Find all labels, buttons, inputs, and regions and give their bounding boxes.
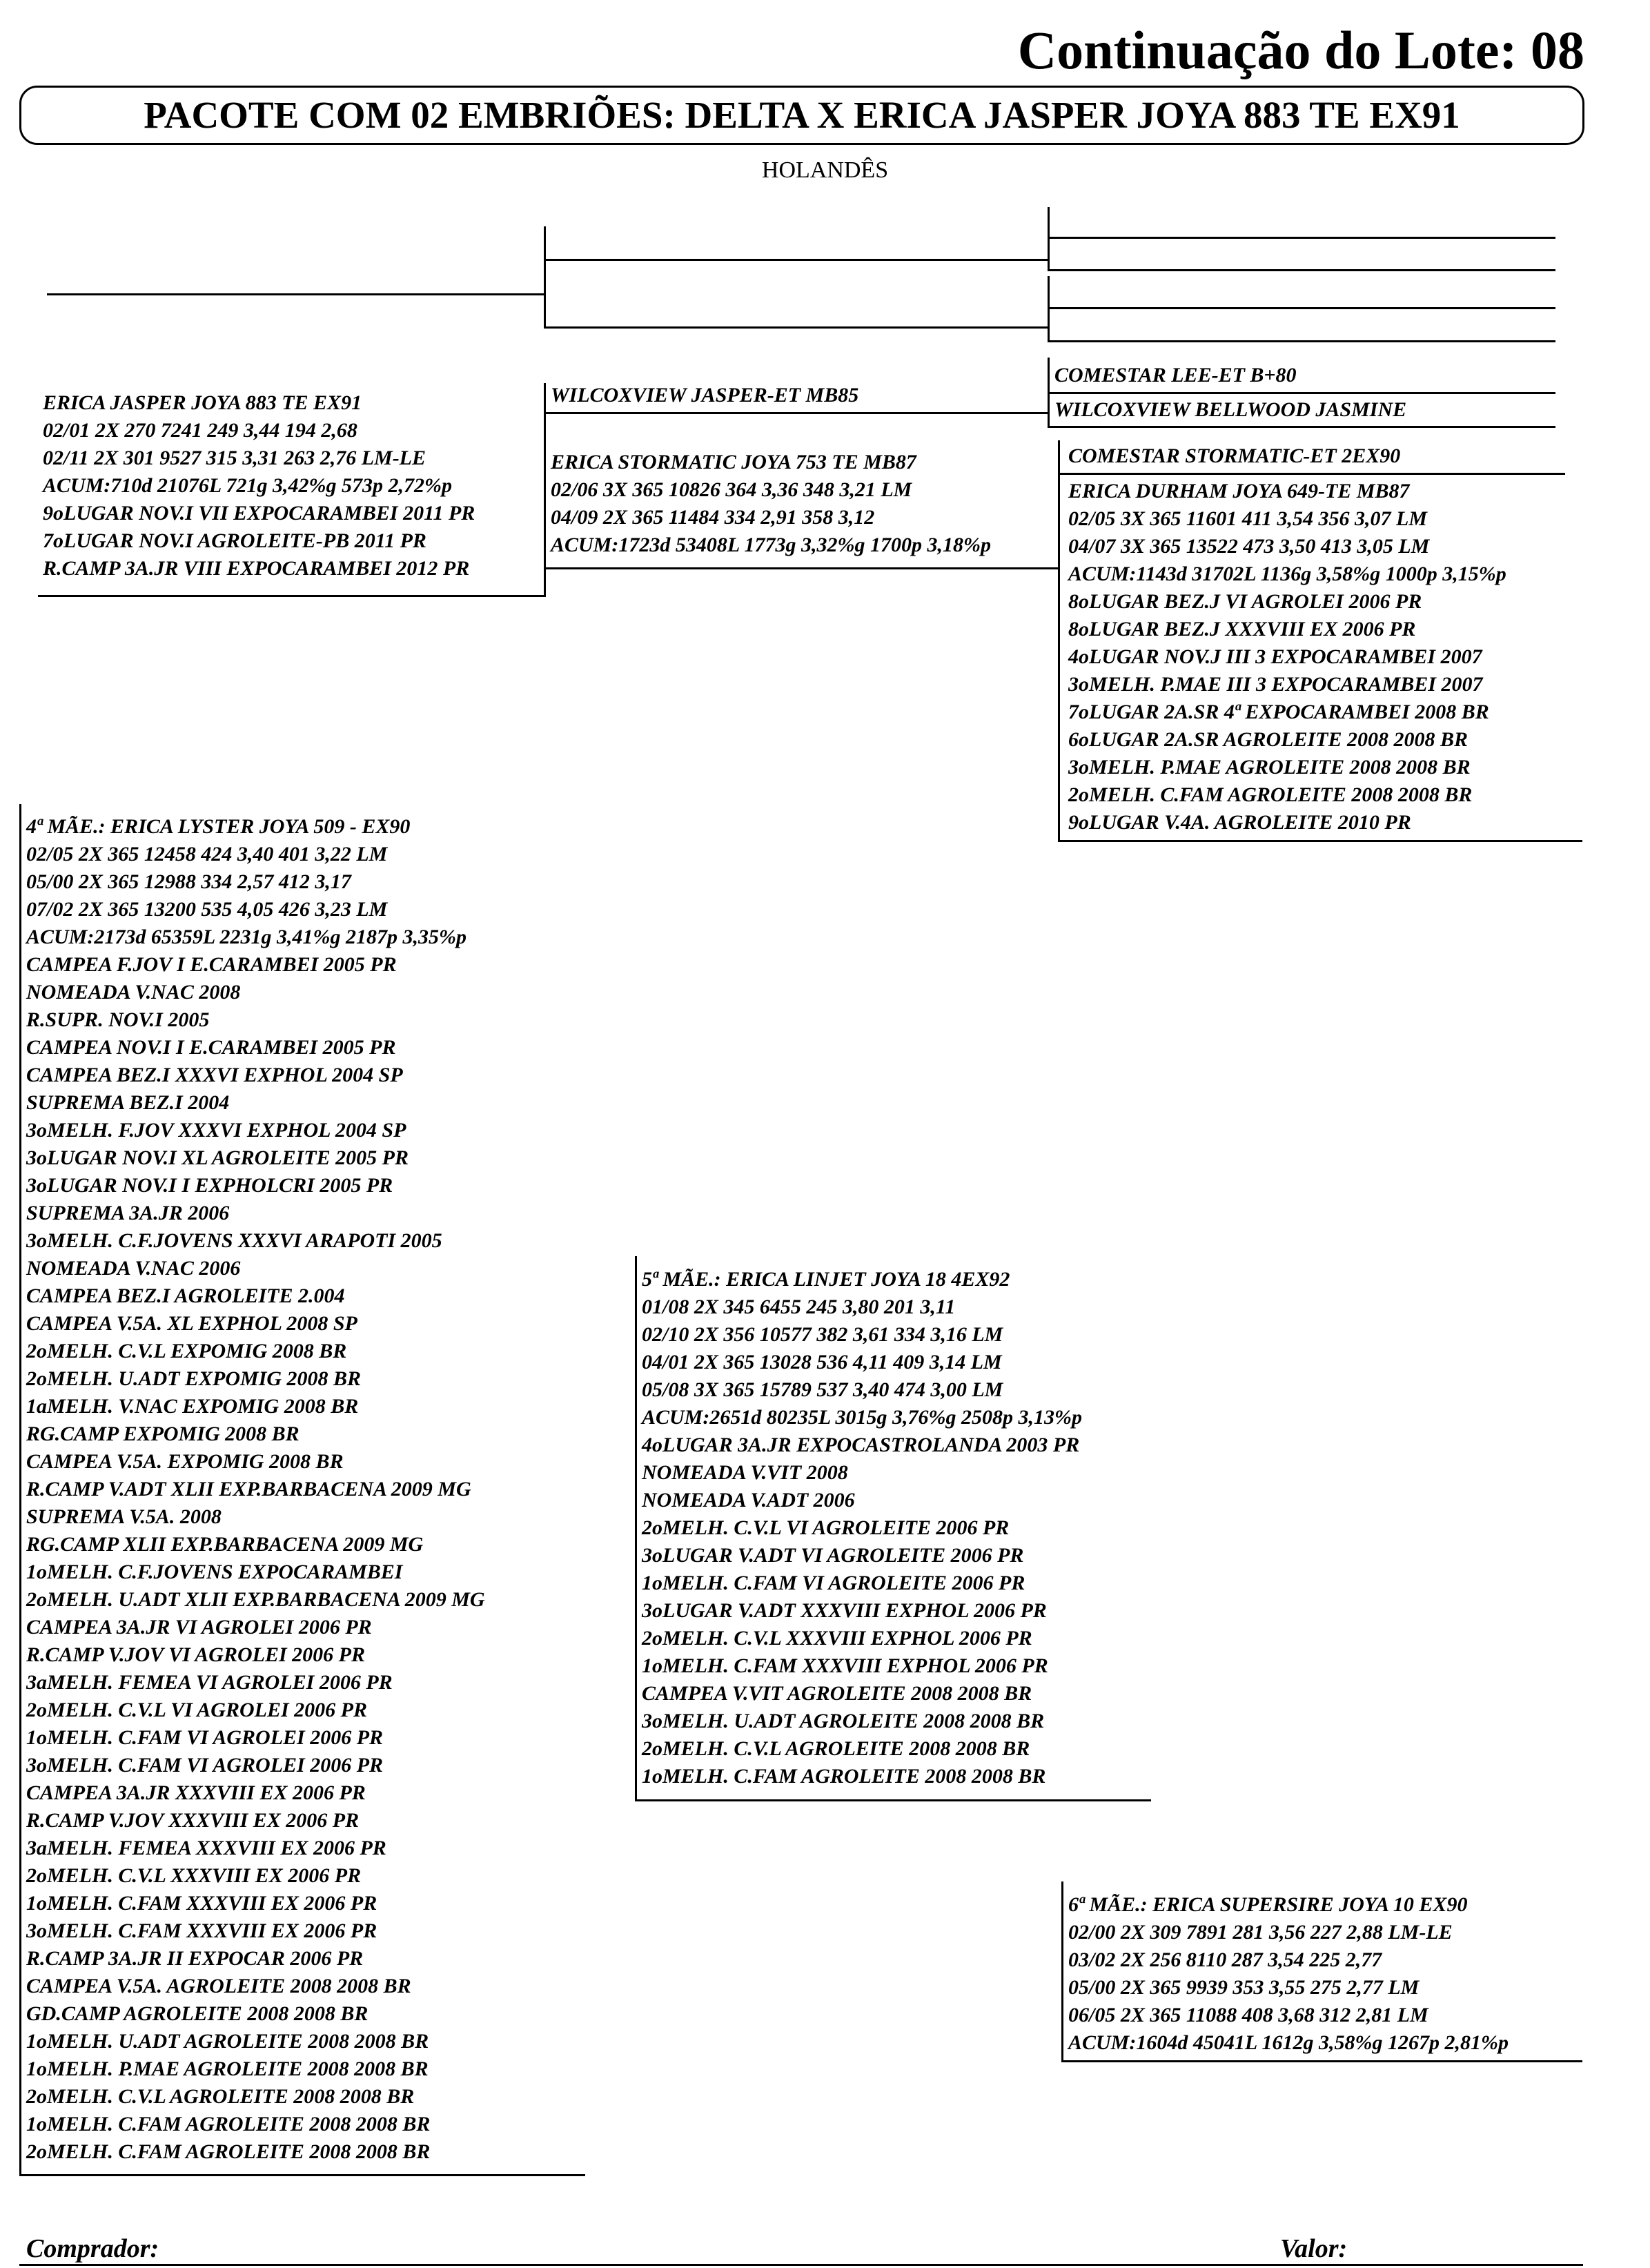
fourth-dam-underline	[19, 2174, 585, 2176]
great-granddam-line: ACUM:1143d 31702L 1136g 3,58%g 1000p 3,15%p	[1068, 563, 1506, 585]
fourth-dam-line: 3aMELH. FEMEA VI AGROLEI 2006 PR	[26, 1671, 393, 1694]
fourth-dam-line: RG.CAMP XLII EXP.BARBACENA 2009 MG	[26, 1533, 424, 1556]
granddam-line: 02/06 3X 365 10826 364 3,36 348 3,21 LM	[551, 478, 912, 501]
dam-block	[43, 389, 475, 583]
buyer-label: Comprador:	[26, 2234, 159, 2263]
dam-line: 02/11 2X 301 9527 315 3,31 263 2,76 LM-LE	[43, 447, 426, 469]
dam-line: 9oLUGAR NOV.I VII EXPOCARAMBEI 2011 PR	[43, 502, 475, 525]
fourth-dam-line: SUPREMA 3A.JR 2006	[26, 1202, 230, 1224]
sixth-dam-line: 03/02 2X 256 8110 287 3,54 225 2,77	[1068, 1948, 1382, 1971]
dam-of-sire-line	[1048, 426, 1555, 428]
sire-of-sire: COMESTAR LEE-ET B+80	[1054, 364, 1297, 387]
great-granddam-underline	[1058, 840, 1582, 842]
fourth-dam-line: CAMPEA V.5A. EXPOMIG 2008 BR	[26, 1450, 344, 1473]
dam-underline	[38, 595, 545, 597]
sire-of-granddam: COMESTAR STORMATIC-ET 2EX90	[1068, 444, 1401, 467]
fifth-dam-line: 2oMELH. C.V.L VI AGROLEITE 2006 PR	[642, 1516, 1010, 1539]
fifth-dam-line: 05/08 3X 365 15789 537 3,40 474 3,00 LM	[642, 1378, 1003, 1401]
sire-dam-line	[544, 326, 1048, 329]
fourth-dam-line: R.CAMP 3A.JR II EXPOCAR 2006 PR	[26, 1947, 364, 1970]
fifth-dam-line: 04/01 2X 365 13028 536 4,11 409 3,14 LM	[642, 1351, 1002, 1373]
fourth-dam-line: R.CAMP V.JOV XXXVIII EX 2006 PR	[26, 1809, 360, 1832]
sixth-dam-block	[1068, 1891, 1509, 2057]
fourth-dam-line: 3oMELH. F.JOV XXXVI EXPHOL 2004 SP	[26, 1119, 406, 1142]
fourth-dam-line: R.SUPR. NOV.I 2005	[26, 1008, 210, 1031]
great-granddam-block	[1068, 478, 1506, 837]
granddam-line: 04/09 2X 365 11484 334 2,91 358 3,12	[551, 506, 875, 529]
lower-line-1	[1048, 307, 1555, 309]
dam-of-sire: WILCOXVIEW BELLWOOD JASMINE	[1054, 398, 1407, 421]
fourth-dam-line: 2oMELH. C.V.L VI AGROLEI 2006 PR	[26, 1699, 367, 1721]
fourth-dam-line: 1oMELH. C.F.JOVENS EXPOCARAMBEI	[26, 1561, 403, 1583]
fourth-dam-line: ACUM:2173d 65359L 2231g 3,41%g 2187p 3,35%p	[26, 926, 467, 948]
sire-sire-line	[544, 259, 1048, 261]
sixth-dam-line: 05/00 2X 365 9939 353 3,55 275 2,77 LM	[1068, 1976, 1420, 1999]
fifth-dam-line: 1oMELH. C.FAM AGROLEITE 2008 2008 BR	[642, 1765, 1046, 1788]
sire-of-dam: WILCOXVIEW JASPER-ET MB85	[551, 384, 859, 407]
fifth-dam-underline	[635, 1799, 1151, 1801]
fourth-dam-line: NOMEADA V.NAC 2006	[26, 1257, 241, 1280]
upper-line-2	[1048, 269, 1555, 271]
fourth-dam-line: 2oMELH. C.V.L EXPOMIG 2008 BR	[26, 1340, 347, 1362]
fourth-dam-line: 3oLUGAR NOV.I XL AGROLEITE 2005 PR	[26, 1146, 409, 1169]
great-granddam-line: 4oLUGAR NOV.J III 3 EXPOCARAMBEI 2007	[1068, 645, 1482, 668]
great-granddam-name: ERICA DURHAM JOYA 649-TE MB87	[1068, 480, 1410, 502]
fourth-dam-line: CAMPEA BEZ.I XXXVI EXPHOL 2004 SP	[26, 1064, 403, 1086]
granddam-name: ERICA STORMATIC JOYA 753 TE MB87	[551, 451, 916, 473]
fifth-dam-line: CAMPEA V.VIT AGROLEITE 2008 2008 BR	[642, 1682, 1032, 1705]
fourth-dam-line: 3oMELH. C.FAM XXXVIII EX 2006 PR	[26, 1919, 377, 1942]
great-granddam-line: 3oMELH. P.MAE AGROLEITE 2008 2008 BR	[1068, 756, 1471, 779]
fourth-dam-line: CAMPEA F.JOV I E.CARAMBEI 2005 PR	[26, 953, 397, 976]
fourth-dam-line: CAMPEA V.5A. AGROLEITE 2008 2008 BR	[26, 1975, 411, 1997]
sire-of-dam-line	[544, 412, 1048, 414]
fourth-dam-line: GD.CAMP AGROLEITE 2008 2008 BR	[26, 2002, 369, 2025]
fourth-dam-line: 1oMELH. C.FAM VI AGROLEI 2006 PR	[26, 1726, 384, 1749]
fourth-dam-line: CAMPEA V.5A. XL EXPHOL 2008 SP	[26, 1312, 357, 1335]
fifth-dam-block	[642, 1266, 1082, 1790]
fourth-dam-line: 1oMELH. C.FAM XXXVIII EX 2006 PR	[26, 1892, 377, 1915]
fourth-dam-line: 3aMELH. FEMEA XXXVIII EX 2006 PR	[26, 1837, 386, 1859]
sixth-dam-line: 06/05 2X 365 11088 408 3,68 312 2,81 LM	[1068, 2004, 1428, 2026]
great-granddam-line: 6oLUGAR 2A.SR AGROLEITE 2008 2008 BR	[1068, 728, 1468, 751]
dam-line: 02/01 2X 270 7241 249 3,44 194 2,68	[43, 419, 357, 442]
fifth-dam-bracket	[635, 1256, 637, 1801]
fourth-dam-line: 2oMELH. C.V.L AGROLEITE 2008 2008 BR	[26, 2085, 415, 2108]
fourth-dam-line: 2oMELH. C.V.L XXXVIII EX 2006 PR	[26, 1864, 362, 1887]
fourth-dam-line: CAMPEA 3A.JR VI AGROLEI 2006 PR	[26, 1616, 372, 1639]
fourth-dam-line: 1oMELH. U.ADT AGROLEITE 2008 2008 BR	[26, 2030, 429, 2053]
fourth-dam-line: 05/00 2X 365 12988 334 2,57 412 3,17	[26, 870, 351, 893]
great-granddam-line: 3oMELH. P.MAE III 3 EXPOCARAMBEI 2007	[1068, 673, 1483, 696]
great-granddam-line: 8oLUGAR BEZ.J VI AGROLEI 2006 PR	[1068, 590, 1422, 613]
sixth-dam-line: 02/00 2X 309 7891 281 3,56 227 2,88 LM-LE	[1068, 1921, 1453, 1944]
fourth-dam-line: 3oMELH. C.F.JOVENS XXXVI ARAPOTI 2005	[26, 1229, 442, 1252]
fourth-dam-line: CAMPEA 3A.JR XXXVIII EX 2006 PR	[26, 1781, 366, 1804]
fifth-dam-line: 4oLUGAR 3A.JR EXPOCASTROLANDA 2003 PR	[642, 1434, 1080, 1456]
fourth-dam-name: 4ª MÃE.: ERICA LYSTER JOYA 509 - EX90	[26, 815, 411, 838]
fifth-dam-line: 2oMELH. C.V.L XXXVIII EXPHOL 2006 PR	[642, 1627, 1032, 1650]
fourth-dam-line: 3oLUGAR NOV.I I EXPHOLCRI 2005 PR	[26, 1174, 393, 1197]
sire-of-sire-line	[1048, 392, 1555, 394]
fourth-dam-line: 1aMELH. V.NAC EXPOMIG 2008 BR	[26, 1395, 359, 1418]
fourth-dam-bracket	[19, 804, 21, 2176]
fourth-dam-line: NOMEADA V.NAC 2008	[26, 981, 241, 1004]
sire-of-granddam-line	[1058, 473, 1565, 475]
sixth-dam-bracket	[1061, 1881, 1063, 2062]
page-title: Continuação do Lote: 08	[1017, 20, 1584, 80]
fifth-dam-line: NOMEADA V.VIT 2008	[642, 1461, 848, 1484]
granddam-pair-bracket	[1058, 440, 1060, 841]
sire-bracket	[544, 226, 546, 329]
fourth-dam-line: R.CAMP V.JOV VI AGROLEI 2006 PR	[26, 1643, 365, 1666]
dam-bracket	[544, 383, 546, 597]
fifth-dam-line: 2oMELH. C.V.L AGROLEITE 2008 2008 BR	[642, 1737, 1030, 1760]
granddam-underline	[544, 567, 1058, 569]
lot-banner: PACOTE COM 02 EMBRIÕES: DELTA X ERICA JASPER JOYA 883 TE EX91	[19, 86, 1584, 145]
sixth-dam-line: ACUM:1604d 45041L 1612g 3,58%g 1267p 2,81%p	[1068, 2031, 1509, 2054]
fifth-dam-line: 02/10 2X 356 10577 382 3,61 334 3,16 LM	[642, 1323, 1003, 1346]
upper-line-1	[1048, 237, 1555, 239]
fourth-dam-line: 02/05 2X 365 12458 424 3,40 401 3,22 LM	[26, 843, 388, 866]
dam-line: R.CAMP 3A.JR VIII EXPOCARAMBEI 2012 PR	[43, 557, 470, 580]
granddam-block	[551, 449, 991, 559]
dam-line: ACUM:710d 21076L 721g 3,42%g 573p 2,72%p	[43, 474, 453, 497]
fourth-dam-line: RG.CAMP EXPOMIG 2008 BR	[26, 1423, 299, 1445]
dam-line: 7oLUGAR NOV.I AGROLEITE-PB 2011 PR	[43, 529, 426, 552]
fifth-dam-line: 1oMELH. C.FAM XXXVIII EXPHOL 2006 PR	[642, 1654, 1048, 1677]
fifth-dam-line: 01/08 2X 345 6455 245 3,80 201 3,11	[642, 1296, 956, 1318]
fifth-dam-line: 3oLUGAR V.ADT VI AGROLEITE 2006 PR	[642, 1544, 1024, 1567]
fourth-dam-line: 2oMELH. U.ADT EXPOMIG 2008 BR	[26, 1367, 362, 1390]
value-label: Valor:	[1280, 2234, 1348, 2263]
lower-line-2	[1048, 340, 1555, 342]
fourth-dam-line: 1oMELH. P.MAE AGROLEITE 2008 2008 BR	[26, 2057, 429, 2080]
dam-name: ERICA JASPER JOYA 883 TE EX91	[43, 391, 362, 414]
fourth-dam-line: CAMPEA BEZ.I AGROLEITE 2.004	[26, 1284, 345, 1307]
fourth-dam-line: 2oMELH. C.FAM AGROLEITE 2008 2008 BR	[26, 2140, 431, 2163]
great-granddam-line: 2oMELH. C.FAM AGROLEITE 2008 2008 BR	[1068, 783, 1473, 806]
fourth-dam-line: SUPREMA BEZ.I 2004	[26, 1091, 230, 1114]
sixth-dam-name: 6ª MÃE.: ERICA SUPERSIRE JOYA 10 EX90	[1068, 1893, 1468, 1916]
sixth-dam-underline	[1061, 2060, 1582, 2062]
sire-line	[47, 293, 544, 295]
fifth-dam-line: 3oLUGAR V.ADT XXXVIII EXPHOL 2006 PR	[642, 1599, 1047, 1622]
fourth-dam-line: 1oMELH. C.FAM AGROLEITE 2008 2008 BR	[26, 2113, 431, 2135]
great-granddam-line: 9oLUGAR V.4A. AGROLEITE 2010 PR	[1068, 811, 1411, 834]
great-granddam-line: 02/05 3X 365 11601 411 3,54 356 3,07 LM	[1068, 507, 1428, 530]
great-granddam-line: 7oLUGAR 2A.SR 4ª EXPOCARAMBEI 2008 BR	[1068, 701, 1489, 723]
fifth-dam-line: ACUM:2651d 80235L 3015g 3,76%g 2508p 3,13%p	[642, 1406, 1083, 1429]
fifth-dam-name: 5ª MÃE.: ERICA LINJET JOYA 18 4EX92	[642, 1268, 1010, 1291]
fourth-dam-line: 07/02 2X 365 13200 535 4,05 426 3,23 LM	[26, 898, 388, 921]
fourth-dam-line: 2oMELH. U.ADT XLII EXP.BARBACENA 2009 MG	[26, 1588, 485, 1611]
fourth-dam-block	[26, 813, 485, 2166]
breed-label: HOLANDÊS	[761, 157, 889, 183]
fourth-dam-line: R.CAMP V.ADT XLII EXP.BARBACENA 2009 MG	[26, 1478, 471, 1500]
fifth-dam-line: 3oMELH. U.ADT AGROLEITE 2008 2008 BR	[642, 1710, 1045, 1732]
great-granddam-line: 04/07 3X 365 13522 473 3,50 413 3,05 LM	[1068, 535, 1430, 558]
fourth-dam-line: 3oMELH. C.FAM VI AGROLEI 2006 PR	[26, 1754, 384, 1777]
fifth-dam-line: NOMEADA V.ADT 2006	[642, 1489, 855, 1512]
fifth-dam-line: 1oMELH. C.FAM VI AGROLEITE 2006 PR	[642, 1572, 1025, 1594]
buyer-signature-line[interactable]	[19, 2264, 1583, 2266]
great-granddam-line: 8oLUGAR BEZ.J XXXVIII EX 2006 PR	[1068, 618, 1416, 641]
fourth-dam-line: CAMPEA NOV.I I E.CARAMBEI 2005 PR	[26, 1036, 396, 1059]
fourth-dam-line: SUPREMA V.5A. 2008	[26, 1505, 222, 1528]
granddam-line: ACUM:1723d 53408L 1773g 3,32%g 1700p 3,18%p	[551, 534, 992, 556]
